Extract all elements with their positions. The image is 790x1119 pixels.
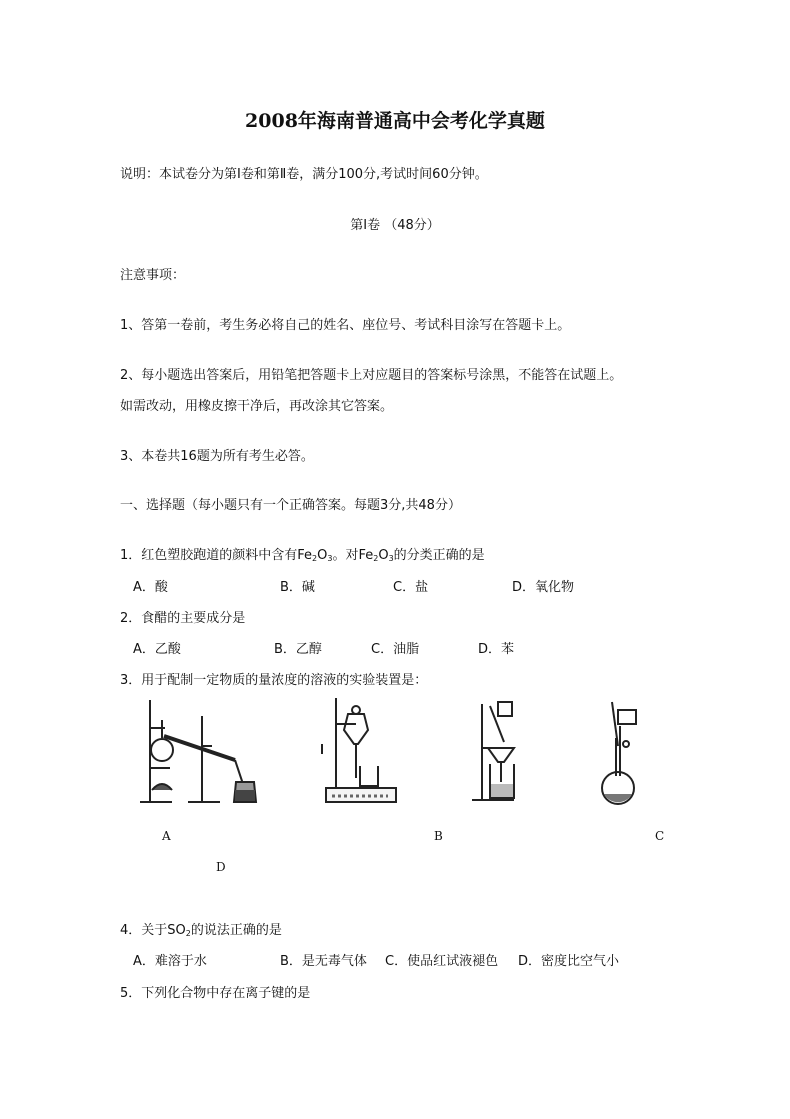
q5-stem: 5．下列化合物中存在离子键的是 (120, 986, 311, 1001)
q1-option-c: C．盐 (393, 580, 429, 595)
note-3: 3、本卷共16题为所有考生必答。 (120, 449, 314, 464)
q4-option-a: A．难溶于水 (133, 954, 207, 969)
q2-option-d: D．苯 (478, 642, 515, 657)
q3-label-a: A (162, 829, 171, 843)
q3-label-d: D (216, 860, 226, 874)
apparatus-b-separatory-funnel (318, 696, 400, 806)
q1-sub-1: 2 (312, 554, 318, 563)
q1-stem-mid3: O (378, 548, 389, 563)
q4-option-d: D．密度比空气小 (518, 954, 620, 969)
q4-stem (120, 919, 282, 938)
part1-heading: 第Ⅰ卷 （48分） (350, 218, 440, 233)
q1-stem-pre: 1．红色塑胶跑道的颜料中含有Fe (120, 548, 313, 563)
q1-sub-4: 3 (388, 554, 394, 563)
q3-label-b: B (434, 829, 443, 843)
notes-heading: 注意事项： (120, 268, 186, 283)
note-2-cont: 如需改动，用橡皮擦干净后，再改涂其它答案。 (120, 399, 394, 414)
q4-stem-post: 的说法正确的是 (190, 923, 282, 938)
apparatus-a-distillation (140, 698, 265, 808)
apparatus-d-volumetric-flask (596, 698, 652, 810)
apparatus-c-filtration (470, 698, 540, 806)
q1-stem-post: 的分类正确的是 (393, 548, 485, 563)
q1-sub-3: 2 (373, 554, 379, 563)
q3-stem: 3．用于配制一定物质的量浓度的溶液的实验装置是： (120, 673, 428, 688)
q1-option-b: B．碱 (280, 580, 315, 595)
q1-stem (120, 544, 485, 563)
q3-label-c: C (655, 829, 665, 843)
exam-title: 2008年海南普通高中会考化学真题 (245, 110, 545, 132)
q4-option-c: C．使品红试液褪色 (385, 954, 499, 969)
q4-sub: 2 (185, 929, 191, 938)
note-2: 2、每小题选出答案后，用铅笔把答题卡上对应题目的答案标号涂黑，不能答在试题上。 (120, 368, 623, 383)
q4-option-b: B．是无毒气体 (280, 954, 367, 969)
q1-option-d: D．氧化物 (512, 580, 575, 595)
q1-sub-2: 3 (327, 554, 333, 563)
q1-option-a: A．酸 (133, 580, 168, 595)
exam-intro: 说明：本试卷分为第Ⅰ卷和第Ⅱ卷，满分100分,考试时间60分钟。 (120, 167, 488, 182)
q2-option-a: A．乙酸 (133, 642, 181, 657)
q1-stem-mid2: 。对Fe (332, 548, 374, 563)
q1-stem-mid: O (317, 548, 328, 563)
section1-heading: 一、选择题（每小题只有一个正确答案。每题3分,共48分） (120, 498, 461, 513)
q2-stem: 2．食醋的主要成分是 (120, 611, 246, 626)
q2-option-b: B．乙醇 (274, 642, 322, 657)
q4-stem-pre: 4．关于SO (120, 923, 186, 938)
q2-option-c: C．油脂 (371, 642, 420, 657)
note-1: 1、答第一卷前，考生务必将自己的姓名、座位号、考试科目涂写在答题卡上。 (120, 318, 571, 333)
